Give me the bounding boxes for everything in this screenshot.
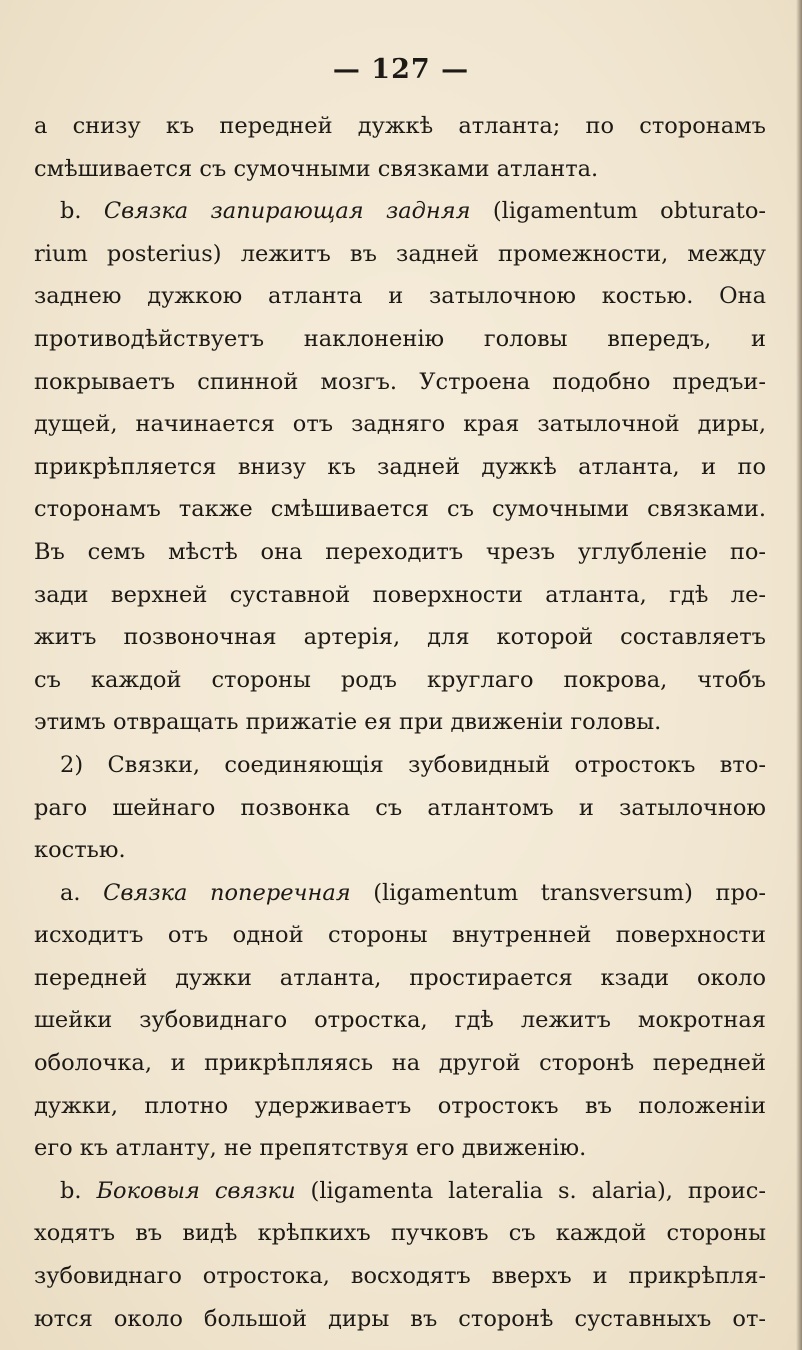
text-run: заднею дужкою атланта и затылочною костью. Она [34,283,766,310]
text-line [34,403,766,446]
text-run: 2) Связки, соединяющiя зубовидный отростокъ вто- [60,751,766,778]
text-run: съ каждой стороны родъ круглаго покрова, чтобъ [34,666,766,693]
text-line [34,1212,766,1255]
text-line [34,446,766,489]
italic-term: Боковыя связки [96,1177,296,1204]
text-run: шейки зубовиднаго отростка, гдѣ лежитъ мокротная [34,1007,766,1034]
text-line [34,1170,766,1213]
text-run: зубовиднаго отростока, восходятъ вверхъ и прикрѣпля- [34,1263,766,1290]
italic-term: Связка поперечная [103,879,351,906]
text-line [34,829,766,872]
text-line [34,1042,766,1085]
text-run: исходитъ отъ одной стороны внутренней поверхности [34,922,766,949]
text-line [34,361,766,404]
text-run: Въ семъ мѣстѣ она переходитъ чрезъ углубленiе по- [34,538,766,565]
text-run: прикрѣпляется внизу къ задней дужкѣ атланта, и по [34,453,766,480]
text-run: а снизу къ передней дужкѣ атланта; по сторонамъ [34,113,766,139]
text-run: b. [60,198,104,225]
text-line [34,957,766,1000]
text-run: оболочка, и прикрѣпляясь на другой сторонѣ передней [34,1050,766,1077]
text-line [34,999,766,1042]
text-run: костью. [34,837,126,864]
text-run: дущей, начинается отъ задняго края затылочной диры, [34,411,766,438]
text-line [34,318,766,361]
text-run: rium posterius) лежитъ въ задней промежности, между [34,240,766,267]
page-number: — 127 — [332,54,470,85]
text-line [34,275,766,318]
text-run: зади верхней суставной поверхности атланта, гдѣ ле- [34,581,766,608]
text-run: a. [60,879,104,906]
text-line [34,190,766,233]
text-run: b. [60,1177,97,1204]
text-line [34,1255,766,1298]
text-line [34,1127,766,1170]
page-edge-shadow [796,0,802,1350]
text-line [34,744,766,787]
italic-term: Связка запирающая задняя [103,198,471,225]
text-run: раго шейнаго позвонка съ атлантомъ и затылочною [34,794,766,821]
text-run: этимъ отвращать прижатiе ея при движенiи головы. [34,709,662,736]
text-line [34,914,766,957]
text-line [34,1085,766,1128]
text-run: передней дужки атланта, простирается кзади около [34,964,766,991]
text-line [34,872,766,915]
text-line [34,574,766,617]
text-line [34,616,766,659]
text-run: противодѣйствуетъ наклоненiю головы впередъ, и [34,325,766,352]
text-line [34,1298,766,1341]
text-run: (ligamentum obturato- [470,198,766,225]
text-line [34,701,766,744]
text-line [34,148,766,191]
text-run: сторонамъ также смѣшивается съ сумочными связками. [34,496,766,523]
text-run: житъ позвоночная артерiя, для которой составляетъ [34,624,766,651]
text-run: смѣшивается съ сумочными связками атланта. [34,155,599,182]
text-line [34,233,766,276]
text-run: его къ атланту, не препятствуя его движенiю. [34,1135,587,1162]
text-run: ются около большой диры въ сторонѣ суставныхъ от- [34,1305,766,1332]
text-line [34,105,766,148]
text-line [34,488,766,531]
text-run: (ligamentum transversum) про- [350,879,766,906]
text-run: (ligamenta lateralia s. alaria), проис- [295,1177,766,1204]
text-run: ходятъ въ видѣ крѣпкихъ пучковъ съ каждой стороны [34,1220,766,1247]
text-run: дужки, плотно удерживаетъ отростокъ въ положенiи [34,1092,766,1119]
text-line [34,531,766,574]
text-line [34,787,766,830]
body-text [34,105,766,1340]
text-run: покрываетъ спинной мозгъ. Устроена подобно предъи- [34,368,766,395]
text-line [34,659,766,702]
